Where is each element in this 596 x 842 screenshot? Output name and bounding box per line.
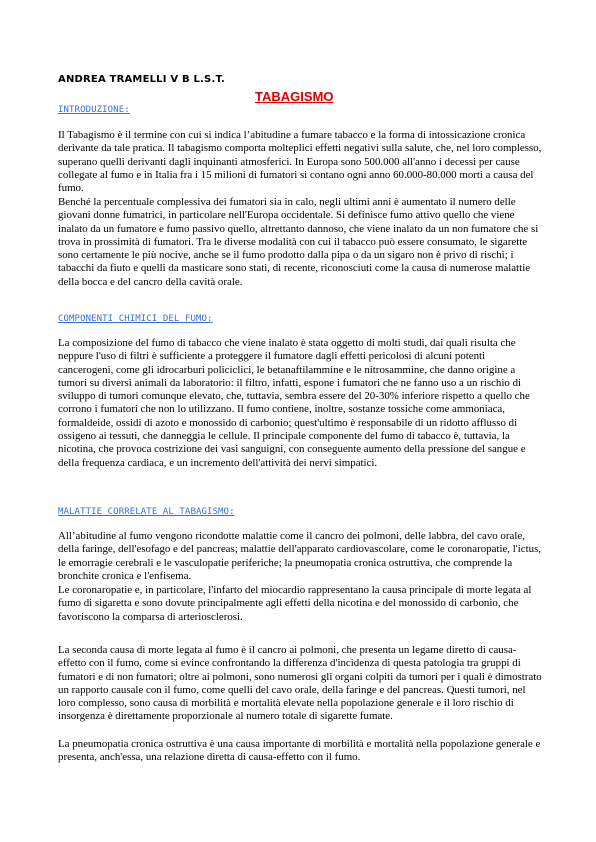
paragraph-intro-2: Benché la percentuale complessiva dei fumatori sia in calo, negli ultimi anni è aumentato il numero delle giovani donne fumatrici, in particolare nell'Europa occidentale. Si definisce fumo attivo quello che viene inalato da un fumatore e fumo passivo quello, altrettanto dannoso, che viene inalato da un non fumatore che si trova in prossimità di fumatori. Tra le diverse modalità con cui il tabacco può essere consumato, le sigarette sono certamente le più nocive, anche se il fumo prodotto dalla pipa o da un sigaro non è privo di rischi; i tabacchi da fiuto e quelli da masticare sono stati, di recente, riconosciuti come la causa di numerose malattie della bocca e del cancro della cavità orale.: [58, 196, 539, 288]
section-heading-introduzione: INTRODUZIONE:: [58, 105, 130, 115]
paragraph-componenti-1: La composizione del fumo di tabacco che viene inalato è stata oggetto di molti studi, dai quali risulta che neppure l'uso di filtri è sufficiente a proteggere il fumatore dagli effetti pericolosi di alcuni potenti cancerogeni, come gli idrocarburi policiclici, le betanaftilammine e le nitrosammine, che danno origine a tumori su diversi animali da laboratorio: il filtro, infatti, espone i fumatori che ne fanno uso a un rischio di sviluppo di tumori comunque elevato, che, tuttavia, sembra essere del 20-30% inferiore rispetto a quello che corrono i fumatori che non lo utilizzano. Il fumo contiene, inoltre, sostanze tossiche come ammoniaca, formaldeide, ossidi di azoto e monossido di carbonio; quest'ultimo è responsabile di un ridotto afflusso di ossigeno ai tessuti, che danneggia le cellule. Il principale componente del fumo di tabacco è, tuttavia, la nicotina, che provoca costrizione dei vasi sanguigni, con conseguente aumento della pressione del sangue e della frequenza cardiaca, e un incremento dell'attività dei nervi simpatici.: [58, 337, 530, 469]
paragraph-malattie-1: All’abitudine al fumo vengono ricondotte malattie come il cancro dei polmoni, delle labbra, del cavo orale, della faringe, dell'esofago e del pancreas; malattie dell'apparato cardiovascolare, come le coronaropatie, l'ictus, le emorragie cerebrali e le vasculopatie periferiche; la pneumopatia cronica ostruttiva, che comprende la bronchite cronica e l'enfisema.: [58, 530, 542, 582]
paragraph-malattie-4: La pneumopatia cronica ostruttiva è una causa importante di morbilità e mortalità nella popolazione generale e presenta, anch'essa, una relazione diretta di causa-effetto con il fumo.: [58, 738, 541, 764]
paragraph-malattie-3: La seconda causa di morte legata al fumo è il cancro ai polmoni, che presenta un legame diretto di causa-effetto con il fumo, come si evince confrontando la differenza d'incidenza di questa patologia tra gruppi di fumatori e di non fumatori; oltre ai polmoni, sono numerosi gli organi colpiti da tumori per i quali è dimostrato un rapporto causale con il fumo, come quelli del cavo orale, della faringe e del pancreas. Questi tumori, nel loro complesso, sono causa di morbilità e mortalità elevate nella popolazione generale e il loro rischio di insorgenza è direttamente proporzionale al numero totale di sigarette fumate.: [58, 644, 542, 723]
document-title: TABAGISMO: [255, 89, 334, 104]
section-heading-malattie: MALATTIE CORRELATE AL TABAGISMO:: [58, 507, 235, 517]
paragraph-malattie-2: Le coronaropatie e, in particolare, l'infarto del miocardio rappresentano la causa principale di morte legata al fumo di sigaretta e sono dovute principalmente agli effetti della nicotina e del monossido di carbonio, che favoriscono la comparsa di arteriosclerosi.: [58, 584, 532, 623]
section-heading-componenti: COMPONENTI CHIMICI DEL FUMO:: [58, 314, 213, 324]
author-line: ANDREA TRAMELLI V B L.S.T.: [58, 74, 225, 85]
paragraph-intro-1: Il Tabagismo è il termine con cui si indica l’abitudine a fumare tabacco e la forma di intossicazione cronica derivante da tale pratica. Il tabagismo comporta molteplici effetti negativi sulla salute, che, nel loro complesso, superano quelli derivanti dagli inquinanti atmosferici. In Europa sono 500.000 all'anno i decessi per cause collegate al fumo e in Italia fra i 15 milioni di fumatori si contano ogni anno 60.000-80.000 morti a causa del fumo.: [58, 129, 542, 195]
